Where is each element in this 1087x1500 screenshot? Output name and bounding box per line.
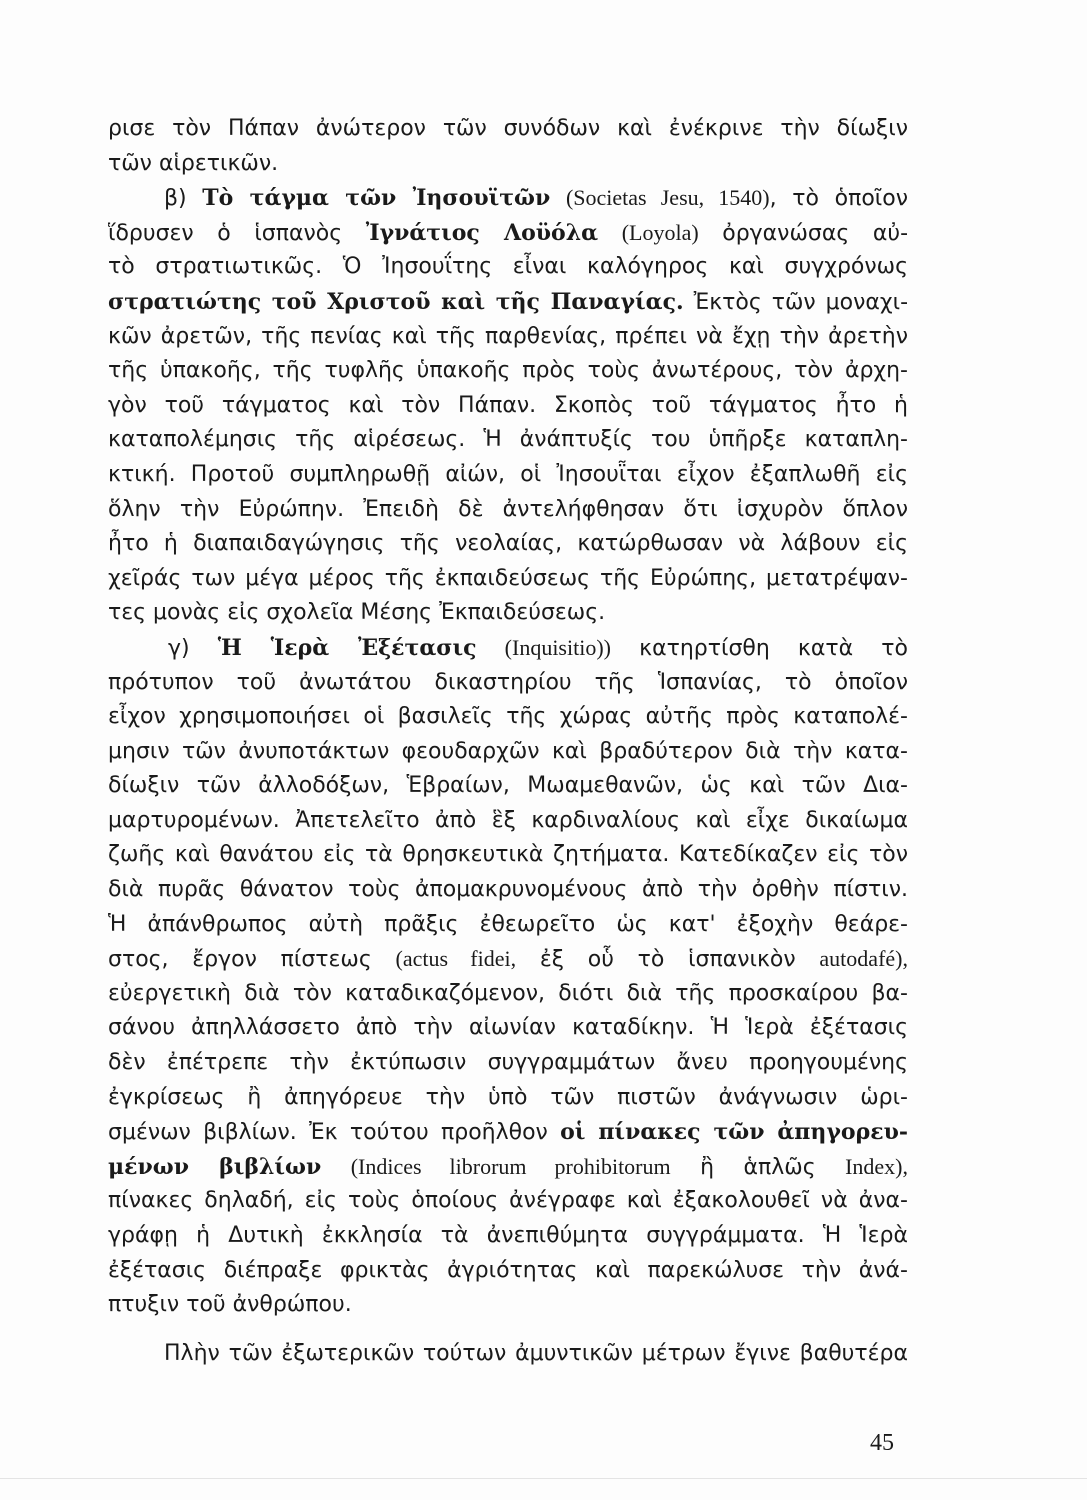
text-line: γ) Ἡ Ἱερὰ Ἐξέτασις (Inquisitio)) κατηρτίσθη κατὰ τὸ (168, 634, 908, 661)
latin-term: Index), (845, 1153, 908, 1179)
text-line: στρατιώτης τοῦ Χριστοῦ καὶ τῆς Παναγίας. Ἐκτὸς τῶν μοναχι- (108, 288, 908, 315)
text-line: ἐξέτασις διέπραξε φρικτὰς ἀγριότητας καὶ παρεκώλυσε τὴν ἀνά- (108, 1257, 908, 1283)
text-line: σάνου ἀπηλλάσσετο ἀπὸ τὴν αἰωνίαν καταδίκην. Ἡ Ἱερὰ ἐξέτασις (108, 1015, 908, 1041)
page-number: 45 (870, 1430, 894, 1456)
text-line: μαρτυρομένων. Ἀπετελεῖτο ἀπὸ ἓξ καρδιναλίους καὶ εἶχε δικαίωμα (108, 807, 908, 833)
text-line: πρότυπον τοῦ ἀνωτάτου δικαστηρίου τῆς Ἱσπανίας, τὸ ὁποῖον (108, 669, 908, 695)
bold-term: στρατιώτης τοῦ Χριστοῦ καὶ τῆς Παναγίας. (108, 288, 684, 315)
bold-term: Τὸ τάγμα τῶν Ἰησουϊτῶν (202, 185, 551, 212)
text-line: Ἡ ἀπάνθρωπος αὐτὴ πρᾶξις ἐθεωρεῖτο ὡς κατ' ἐξοχὴν θεάρε- (108, 911, 908, 937)
latin-term: (Inquisitio)) (504, 634, 611, 660)
latin-term: autodafé), (819, 946, 908, 972)
text-line: σμένων βιβλίων. Ἐκ τούτου προῆλθον οἱ πίνακες τῶν ἀπηγορευ- (108, 1119, 908, 1146)
text-line: ρισε τὸν Πάπαν ἀνώτερον τῶν συνόδων καὶ ἐνέκρινε τὴν δίωξιν (108, 116, 908, 141)
latin-term: (Loyola) (621, 219, 699, 245)
text-line: τῆς ὑπακοῆς, τῆς τυφλῆς ὑπακοῆς πρὸς τοὺς ἀνωτέρους, τὸν ἀρχη- (108, 358, 908, 384)
page-edge (0, 1478, 1087, 1479)
text-line: χεῖράς των μέγα μέρος τῆς ἐκπαιδεύσεως τῆς Εὐρώπης, μετατρέψαν- (108, 565, 908, 591)
text-line: μησιν τῶν ἀνυποτάκτων φεουδαρχῶν καὶ βραδύτερον διὰ τὴν κατα- (108, 738, 908, 764)
text-line: ὅλην τὴν Εὐρώπην. Ἐπειδὴ δὲ ἀντελήφθησαν ὅτι ἰσχυρὸν ὅπλον (108, 496, 908, 522)
latin-term: (actus fidei, (395, 946, 517, 972)
text-line: Πλὴν τῶν ἐξωτερικῶν τούτων ἀμυντικῶν μέτρων ἔγινε βαθυτέρα (164, 1340, 908, 1366)
bold-term: οἱ πίνακες τῶν ἀπηγορευ- (560, 1119, 908, 1146)
latin-term: (Indices librorum prohibitorum (350, 1153, 671, 1179)
body-text (108, 112, 908, 1371)
bold-term: μένων βιβλίων (108, 1153, 322, 1180)
text-line: δὲν ἐπέτρεπε τὴν ἐκτύπωσιν συγγραμμάτων ἄνευ προηγουμένης (108, 1050, 908, 1076)
text-line: πτυξιν τοῦ ἀνθρώπου. (108, 1292, 352, 1318)
text-line: ἦτο ἡ διαπαιδαγώγησις τῆς νεολαίας, κατώρθωσαν νὰ λάβουν εἰς (108, 531, 908, 557)
text-line: εἶχον χρησιμοποιήσει οἱ βασιλεῖς τῆς χώρας αὐτῆς πρὸς καταπολέ- (108, 704, 908, 730)
text-line: γράφῃ ἡ Δυτικὴ ἐκκλησία τὰ ἀνεπιθύμητα συγγράμματα. Ἡ Ἱερὰ (108, 1223, 908, 1248)
text-line: τῶν αἱρετικῶν. (108, 150, 279, 176)
text-line: ἵδρυσεν ὁ ἱσπανὸς Ἰγνάτιος Λοϋόλα (Loyola) ὀργανώσας αὐ- (108, 219, 908, 246)
bold-term: Ἰγνάτιος Λοϋόλα (365, 219, 599, 246)
text-line: εὐεργετικὴ διὰ τὸν καταδικαζόμενον, διότι διὰ τῆς προσκαίρου βα- (108, 980, 908, 1006)
text-line: ζωῆς καὶ θανάτου εἰς τὰ θρησκευτικὰ ζητήματα. Κατεδίκαζεν εἰς τὸν (108, 842, 908, 868)
text-line: κῶν ἀρετῶν, τῆς πενίας καὶ τῆς παρθενίας, πρέπει νὰ ἔχῃ τὴν ἀρετὴν (108, 323, 908, 349)
text-line: ἐγκρίσεως ἢ ἀπηγόρευε τὴν ὑπὸ τῶν πιστῶν ἀνάγνωσιν ὡρι- (108, 1084, 908, 1110)
text-line: τὸ στρατιωτικῶς. Ὁ Ἰησουΐτης εἶναι καλόγηρος καὶ συγχρόνως (108, 254, 908, 280)
text-line: στος, ἔργον πίστεως (actus fidei, ἐξ οὗ τὸ ἱσπανικὸν autodafé), (108, 946, 908, 973)
text-line: δίωξιν τῶν ἀλλοδόξων, Ἑβραίων, Μωαμεθανῶν, ὡς καὶ τῶν Δια- (108, 773, 908, 799)
bold-term: Ἡ Ἱερὰ Ἐξέτασις (217, 634, 477, 661)
text-line: διὰ πυρᾶς θάνατον τοὺς ἀπομακρυνομένους ἀπὸ τὴν ὀρθὴν πίστιν. (108, 877, 908, 903)
latin-term: (Societas Jesu, 1540) (565, 185, 770, 211)
text-line: τες μονὰς εἰς σχολεῖα Μέσης Ἐκπαιδεύσεως. (108, 600, 606, 626)
text-line: καταπολέμησις τῆς αἱρέσεως. Ἡ ἀνάπτυξίς του ὑπῆρξε καταπλη- (108, 427, 908, 453)
text-line: κτική. Προτοῦ συμπληρωθῇ αἰών, οἱ Ἰησουῗται εἶχον ἐξαπλωθῆ εἰς (108, 461, 908, 487)
text-line: γὸν τοῦ τάγματος καὶ τὸν Πάπαν. Σκοπὸς τοῦ τάγματος ἦτο ἡ (108, 392, 908, 418)
text-line: μένων βιβλίων (Indices librorum prohibitorum ἢ ἁπλῶς Index), (108, 1153, 908, 1180)
text-line: πίνακες δηλαδή, εἰς τοὺς ὁποίους ἀνέγραφε καὶ ἐξακολουθεῖ νὰ ἀνα- (108, 1188, 908, 1214)
text-line: β) Τὸ τάγμα τῶν Ἰησουϊτῶν (Societas Jesu, 1540), τὸ ὁποῖον (164, 185, 908, 212)
